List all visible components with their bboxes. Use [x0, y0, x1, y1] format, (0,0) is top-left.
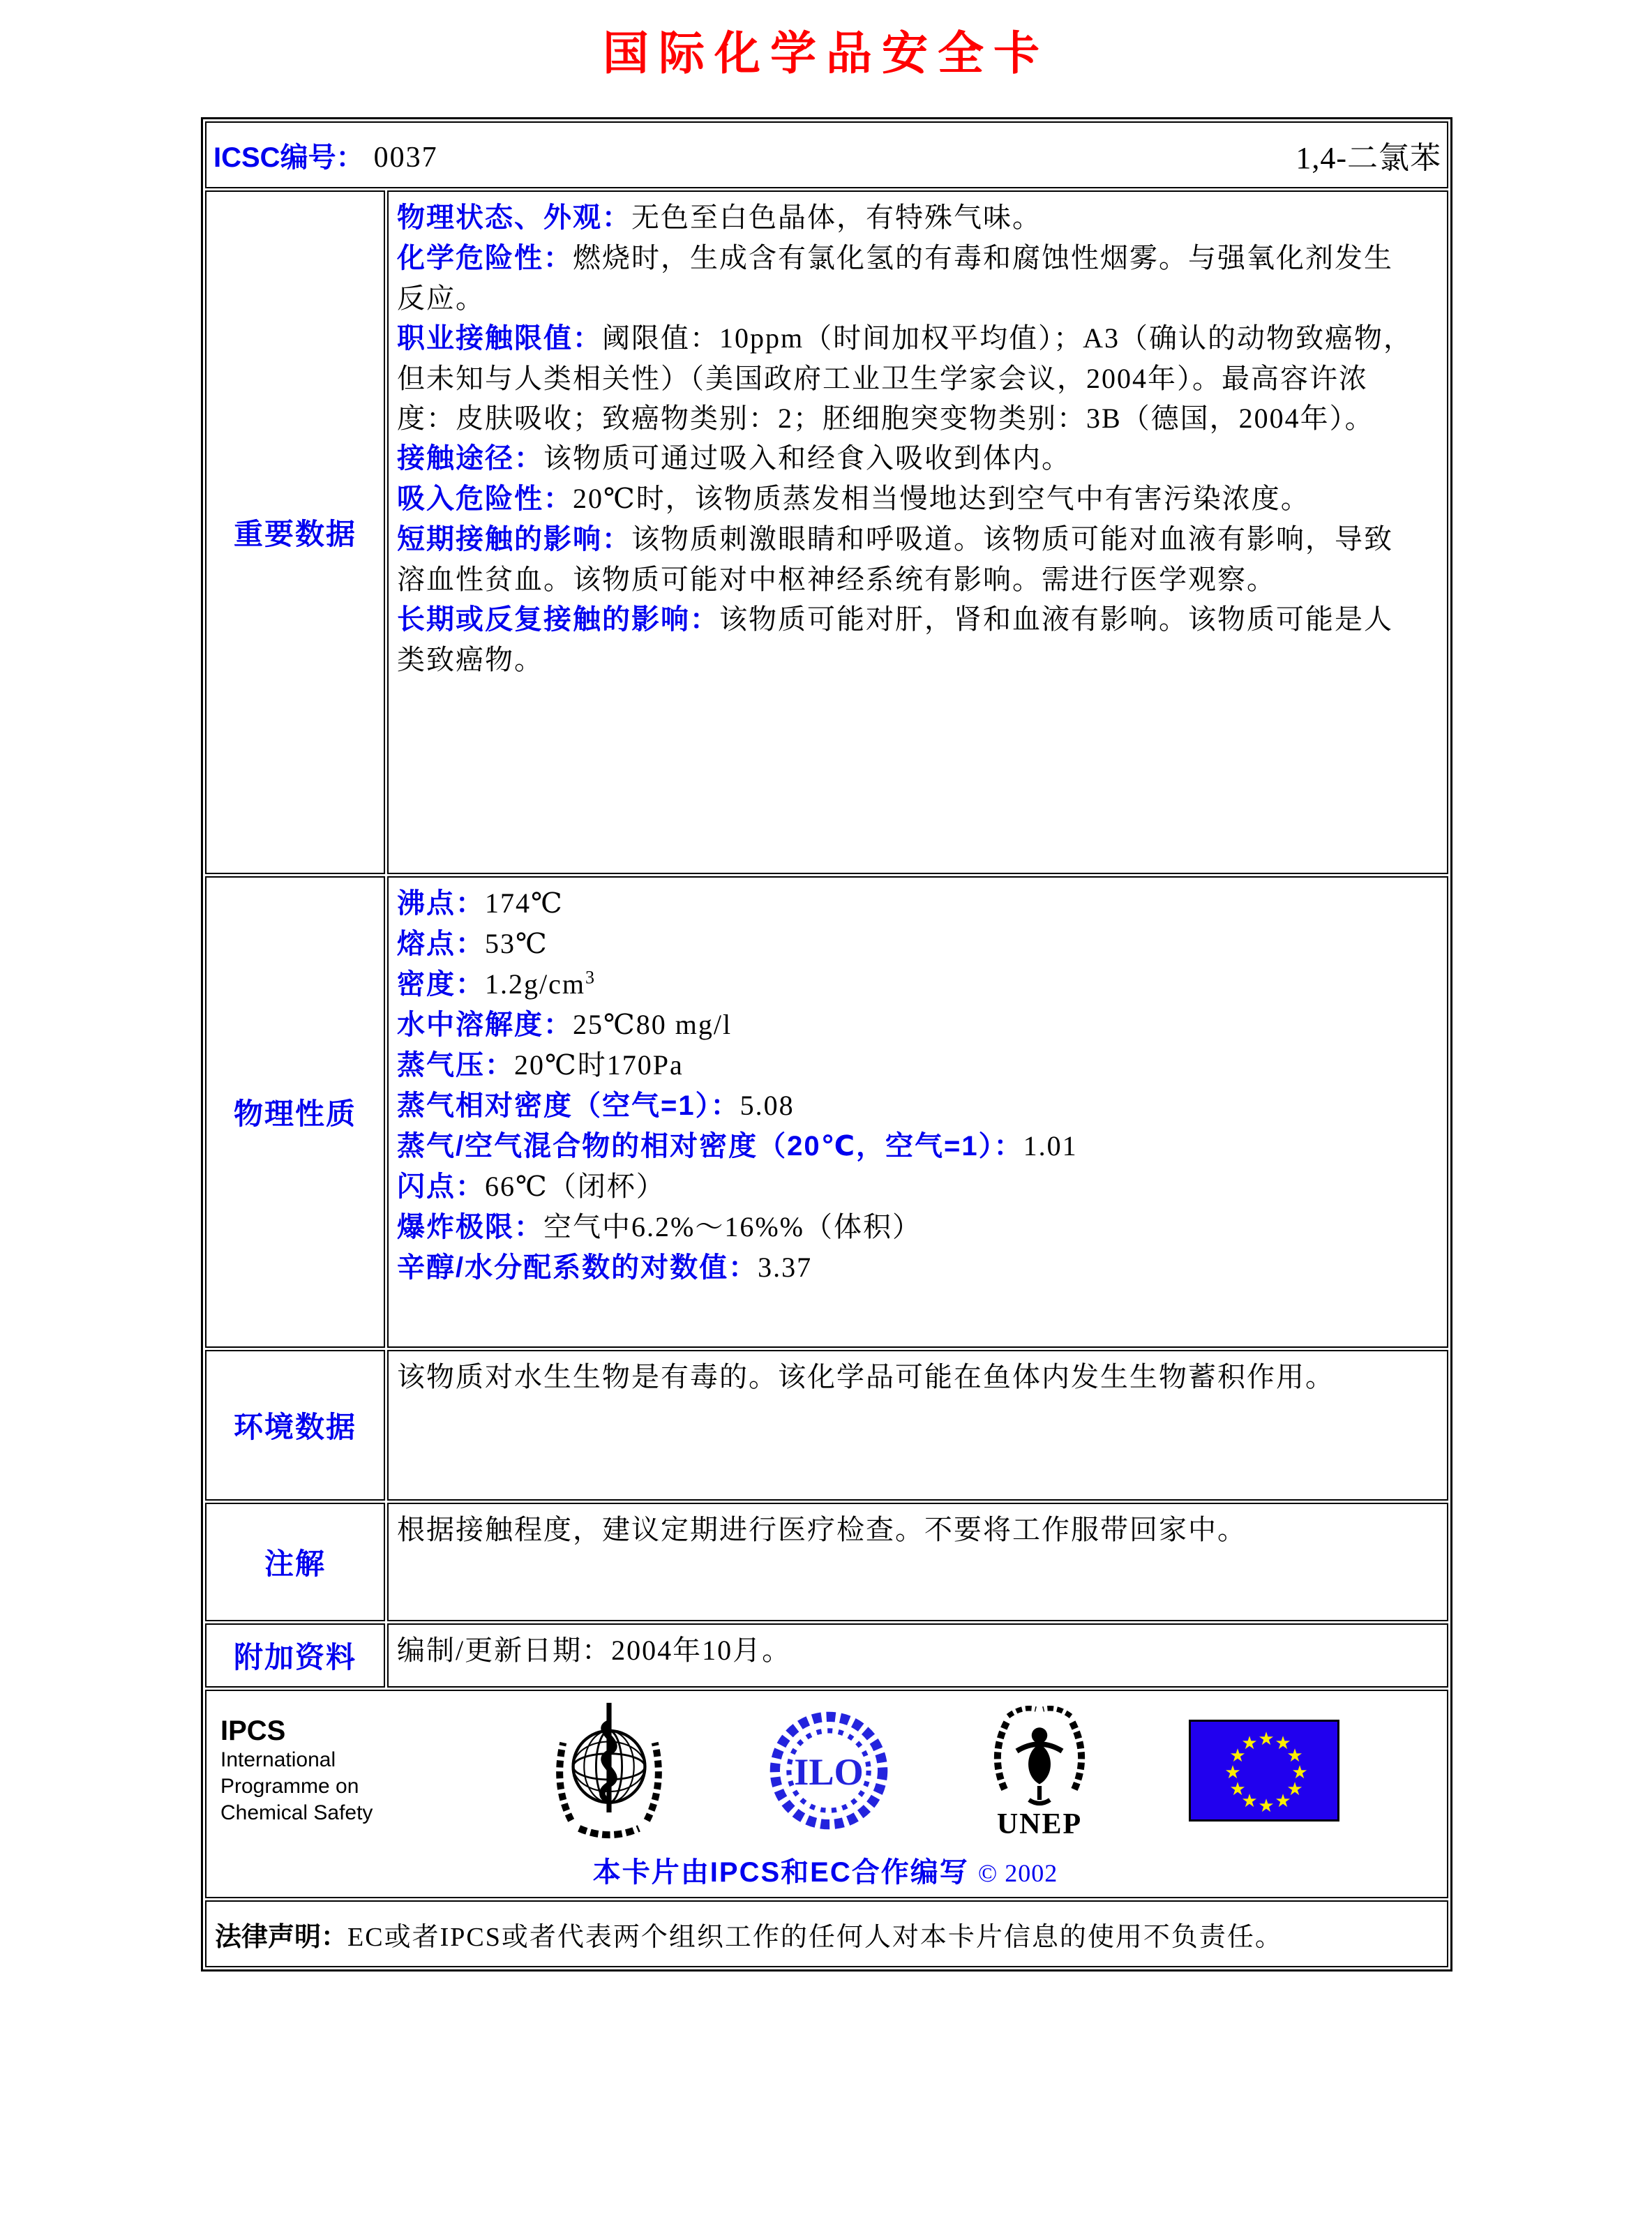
- ipcs-abbr: IPCS: [220, 1715, 286, 1746]
- physical-entry-text-3: 25℃80 mg/l: [573, 1009, 733, 1040]
- important-entry-text-5: 该物质刺激眼睛和呼吸道。该物质可能对血液有影响，导致溶血性贫血。该物质可能对中枢神经系统有影响。需进行医学观察。: [397, 523, 1393, 595]
- physical-properties-entries: [397, 883, 1422, 1288]
- ipcs-line-1: International: [220, 1748, 336, 1771]
- physical-entry-3: [397, 1005, 1422, 1045]
- icsc-number-value: 0037: [373, 141, 438, 174]
- legal-text: EC或者IPCS或者代表两个组织工作的任何人对本卡片信息的使用不负责任。: [347, 1922, 1283, 1952]
- notes-row: [205, 1503, 1448, 1621]
- icsc-number-group: [213, 135, 438, 175]
- who-logo-icon: [548, 1701, 670, 1840]
- physical-entry-label-0: 沸点：: [397, 888, 485, 919]
- important-entry-text-0: 无色至白色晶体，有特殊气味。: [631, 202, 1042, 233]
- physical-entry-label-8: 爆炸极限：: [397, 1212, 543, 1242]
- physical-entry-4: [397, 1045, 1422, 1086]
- credit-text: 本卡片由IPCS和EC合作编写: [592, 1857, 969, 1888]
- credit-line: [220, 1850, 1430, 1890]
- ipcs-line-3: Chemical Safety: [220, 1801, 373, 1824]
- physical-entry-text-8: 空气中6.2%～16%%（体积）: [543, 1211, 922, 1242]
- physical-entry-label-3: 水中溶解度：: [397, 1009, 573, 1040]
- physical-entry-text-5: 5.08: [739, 1090, 795, 1121]
- important-entry-text-6: 该物质可能对肝，肾和血液有影响。该物质可能是人类致癌物。: [397, 603, 1393, 675]
- important-data-entries: [397, 197, 1422, 679]
- physical-entry-1: [397, 924, 1422, 964]
- physical-entry-6: [397, 1126, 1422, 1166]
- physical-entry-text-6: 1.01: [1023, 1130, 1078, 1162]
- important-entry-label-3: 接触途径：: [397, 443, 543, 474]
- page-title: 国际化学品安全卡: [603, 26, 1049, 80]
- physical-entry-2: [397, 964, 1422, 1005]
- important-entry-label-5: 短期接触的影响：: [397, 524, 631, 555]
- important-entry-1: [397, 238, 1422, 318]
- important-entry-4: [397, 479, 1422, 519]
- additional-info-row: [205, 1623, 1448, 1688]
- physical-properties-row: [205, 876, 1448, 1348]
- important-entry-label-1: 化学危险性：: [397, 243, 573, 273]
- important-entry-text-3: 该物质可通过吸入和经食入吸收到体内。: [543, 442, 1071, 474]
- physical-entry-label-2: 密度：: [397, 969, 485, 1000]
- important-entry-label-2: 职业接触限值：: [397, 323, 602, 354]
- physical-entry-label-4: 蒸气压：: [397, 1050, 514, 1081]
- header-row: [205, 121, 1448, 188]
- physical-entry-label-5: 蒸气相对密度（空气=1）：: [397, 1090, 740, 1121]
- physical-entry-text-2: 1.2g/cm: [485, 968, 585, 1000]
- ilo-letters: ILO: [794, 1751, 864, 1793]
- important-entry-label-0: 物理状态、外观：: [397, 202, 631, 233]
- physical-entry-text-7: 66℃（闭杯）: [485, 1171, 666, 1202]
- important-entry-6: [397, 599, 1422, 679]
- legal-row: [205, 1900, 1448, 1967]
- legal-label: 法律声明：: [215, 1922, 348, 1952]
- notes-section-label: 注解: [205, 1503, 385, 1621]
- physical-entry-8: [397, 1207, 1422, 1247]
- physical-entry-label-9: 辛醇/水分配系数的对数值：: [397, 1252, 758, 1283]
- physical-entry-5: [397, 1086, 1422, 1126]
- credit-year: © 2002: [977, 1859, 1058, 1887]
- eu-flag-icon: ★ ★ ★ ★ ★ ★ ★ ★ ★ ★ ★ ★: [1189, 1720, 1339, 1822]
- physical-entry-label-1: 熔点：: [397, 929, 485, 959]
- important-entry-5: [397, 519, 1422, 599]
- important-entry-text-4: 20℃时，该物质蒸发相当慢地达到空气中有害污染浓度。: [573, 483, 1310, 514]
- environmental-data-text: 该物质对水生生物是有毒的。该化学品可能在鱼体内发生生物蓄积作用。: [397, 1361, 1335, 1392]
- physical-entry-label-7: 闪点：: [397, 1171, 485, 1202]
- important-entry-label-6: 长期或反复接触的影响：: [397, 604, 719, 635]
- important-entry-label-4: 吸入危险性：: [397, 483, 573, 514]
- icsc-number-label: ICSC编号：: [213, 142, 364, 173]
- important-entry-text-2: 阈限值：10ppm（时间加权平均值）；A3（确认的动物致癌物，但未知与人类相关性）（美国政府工业卫生学家会议，2004年）。最高容许浓度：皮肤吸收；致癌物类别：2；胚细胞突变物类别：3B（德国，2004年）。: [397, 322, 1413, 434]
- physical-entry-9: [397, 1247, 1422, 1288]
- physical-entry-text-4: 20℃时170Pa: [514, 1049, 684, 1081]
- physical-entry-text-1: 53℃: [485, 928, 548, 959]
- physical-entry-7: [397, 1166, 1422, 1207]
- ilo-logo-icon: [767, 1701, 890, 1840]
- ipcs-text-block: [220, 1715, 451, 1826]
- additional-info-text: 编制/更新日期：2004年10月。: [397, 1635, 792, 1666]
- important-entry-0: [397, 197, 1422, 238]
- environmental-data-row: [205, 1350, 1448, 1501]
- icsc-card-table: [201, 117, 1452, 1972]
- important-entry-3: [397, 438, 1422, 479]
- additional-info-section-label: 附加资料: [205, 1623, 385, 1688]
- chemical-name: 1,4-二氯苯: [1296, 141, 1441, 175]
- physical-entry-label-6: 蒸气/空气混合物的相对密度（20℃，空气=1）：: [397, 1131, 1023, 1162]
- unep-logo-icon: [987, 1702, 1092, 1839]
- important-entry-text-1: 燃烧时，生成含有氯化氢的有毒和腐蚀性烟雾。与强氧化剂发生反应。: [397, 242, 1393, 314]
- important-entry-2: [397, 318, 1422, 438]
- important-data-row: [205, 190, 1448, 874]
- physical-entry-superscript-2: 3: [585, 967, 596, 988]
- physical-entry-text-9: 3.37: [758, 1252, 813, 1283]
- important-data-section-label: 重要数据: [205, 190, 385, 874]
- logos-row: [205, 1690, 1448, 1898]
- physical-entry-0: [397, 883, 1422, 924]
- physical-properties-section-label: 物理性质: [205, 876, 385, 1348]
- physical-entry-text-0: 174℃: [485, 887, 564, 919]
- notes-text: 根据接触程度，建议定期进行医疗检查。不要将工作服带回家中。: [397, 1514, 1247, 1545]
- ipcs-line-2: Programme on: [220, 1775, 359, 1798]
- environmental-data-section-label: 环境数据: [205, 1350, 385, 1501]
- unep-caption: UNEP: [996, 1808, 1083, 1840]
